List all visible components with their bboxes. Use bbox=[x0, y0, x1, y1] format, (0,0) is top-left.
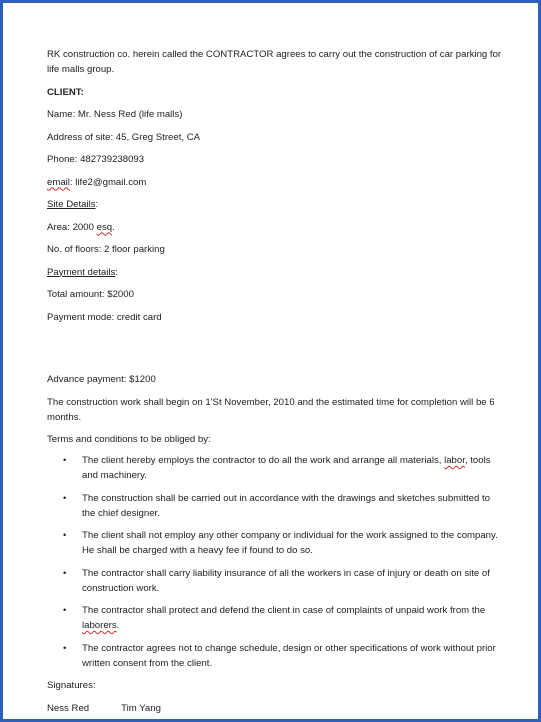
intro-paragraph: RK construction co. herein called the CONTRACTOR agrees to carry out the construction of car parking for life malls group. bbox=[47, 49, 502, 75]
terms-list bbox=[47, 453, 503, 671]
client-name: Name: Mr. Ness Red (life malls) bbox=[47, 109, 183, 120]
payment-details-label: Payment details bbox=[47, 266, 116, 278]
payment-mode: Payment mode: credit card bbox=[47, 311, 162, 323]
client-email bbox=[47, 175, 503, 190]
site-address: Address of site: 45, Greg Street, CA bbox=[47, 131, 201, 143]
commencement-paragraph: The construction work shall begin on 1'St November, 2010 and the estimated time for completion will be 6 months. bbox=[47, 396, 495, 423]
list-item bbox=[47, 641, 503, 671]
term-text: The client hereby employs the contractor to do all the work and arrange all materials, bbox=[82, 455, 445, 466]
email-value: : life2@gmail.com bbox=[69, 176, 147, 188]
terms-heading: Terms and conditions to be obliged by: bbox=[47, 434, 211, 445]
payment-details-colon: : bbox=[115, 266, 118, 278]
site-details-colon: : bbox=[95, 199, 99, 210]
area-unit: esq bbox=[96, 221, 113, 233]
signatories bbox=[47, 701, 503, 716]
bullet-icon: • bbox=[63, 530, 67, 541]
term-text: . bbox=[116, 620, 120, 631]
term-text: The contractor agrees not to change schedule, design or other specifications of work without prior written consent from the client. bbox=[82, 642, 496, 669]
area-suffix: . bbox=[112, 221, 115, 233]
advance-payment: Advance payment: $1200 bbox=[47, 374, 156, 385]
site-details-label: Site Details bbox=[47, 199, 96, 210]
client-phone: Phone: 482739238093 bbox=[47, 154, 145, 165]
area-prefix: Area: 2000 bbox=[47, 221, 97, 233]
list-item bbox=[47, 566, 503, 596]
term-text: The client shall not employ any other company or individual for the work assigned to the company. He shall be charged with a heavy fee if found to do so. bbox=[82, 530, 498, 556]
site-details-heading bbox=[47, 197, 503, 212]
list-item bbox=[47, 491, 503, 521]
list-item bbox=[47, 528, 503, 558]
term-text: The construction shall be carried out in accordance with the drawings and sketches submitted to the chief designer. bbox=[82, 492, 490, 519]
email-label: email bbox=[47, 176, 70, 188]
blank-space bbox=[47, 325, 503, 365]
payment-details-heading bbox=[47, 265, 503, 280]
signatory-contractor: Tim Yang bbox=[121, 702, 161, 714]
spellcheck-flagged-word: laborers bbox=[82, 620, 117, 631]
signatory-client: Ness Red bbox=[47, 702, 90, 714]
bullet-icon: • bbox=[63, 455, 67, 466]
list-item bbox=[47, 603, 503, 633]
contract-document bbox=[47, 47, 503, 716]
term-text: The contractor shall carry liability insurance of all the workers in case of injury or death on site of construction work. bbox=[82, 567, 490, 594]
term-text: The contractor shall protect and defend the client in case of complaints of unpaid work from the bbox=[82, 605, 486, 616]
floor-count: No. of floors: 2 floor parking bbox=[47, 244, 165, 255]
total-amount: Total amount: $2000 bbox=[47, 289, 134, 300]
bullet-icon: • bbox=[63, 605, 67, 616]
bullet-icon: • bbox=[63, 567, 67, 579]
list-item bbox=[47, 453, 503, 483]
site-area bbox=[47, 220, 503, 235]
signatures-heading: Signatures: bbox=[47, 680, 96, 691]
term-text: , tools and machinery. bbox=[82, 455, 491, 481]
spellcheck-flagged-word: labor bbox=[444, 455, 465, 466]
bullet-icon: • bbox=[63, 642, 67, 654]
bullet-icon: • bbox=[63, 492, 67, 504]
client-heading: CLIENT: bbox=[47, 86, 84, 98]
